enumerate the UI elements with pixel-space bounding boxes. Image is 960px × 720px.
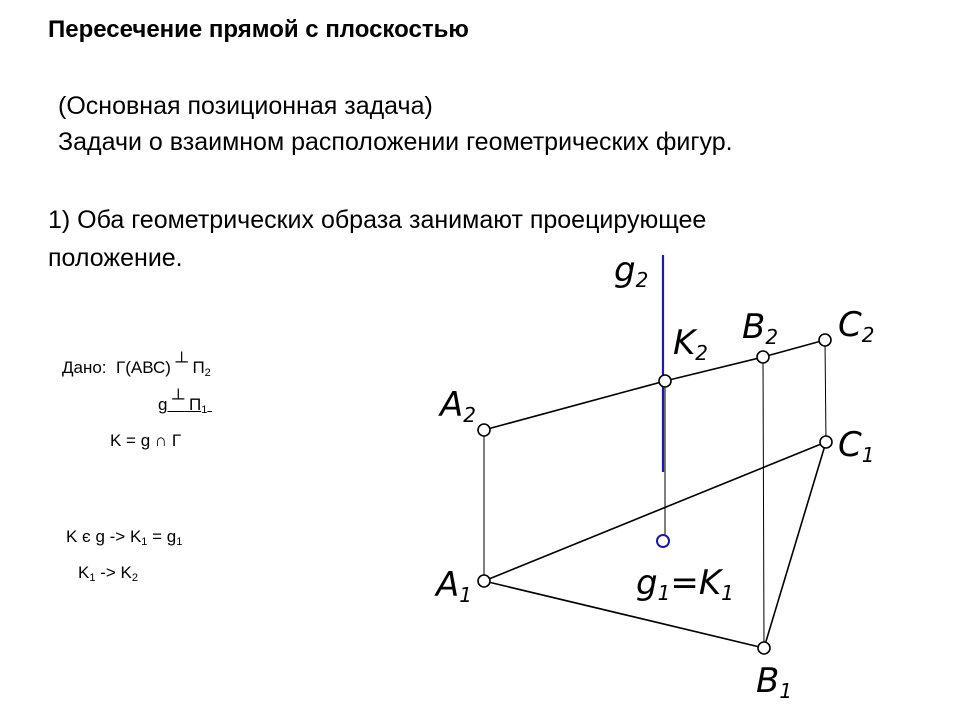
given-projection-plane-2-index: 1 — [201, 404, 208, 416]
label-c2: C2 — [838, 305, 875, 347]
point-a1 — [478, 575, 490, 587]
label-b2: B2 — [742, 307, 779, 349]
solution-step-2-index: 1 — [89, 572, 96, 584]
point-b2 — [757, 351, 769, 363]
label-a2: A2 — [440, 385, 476, 427]
given-line-3: K = g ∩ Г — [110, 431, 182, 450]
solution-step-2-text-b: -> K — [95, 563, 132, 582]
point-a2 — [478, 424, 490, 436]
edge-a1-c1 — [484, 442, 826, 581]
label-g1-equals-k1: g1=K1 — [636, 563, 734, 605]
link-line-b — [763, 357, 764, 648]
solution-step-2-text: K — [78, 563, 90, 582]
solution-step-1-text: K є g -> K — [66, 527, 142, 546]
perpendicular-symbol: ┴ — [175, 352, 188, 371]
edge-a2-k2 — [484, 381, 665, 430]
subtitle-relations: Задачи о взаимном расположении геометрических фигур. — [58, 128, 733, 156]
label-b1: B1 — [756, 661, 793, 703]
given-label: Дано: — [62, 358, 107, 377]
subtitle-main-task: (Основная позиционная задача) — [58, 92, 433, 120]
solution-step-1-index-2: 1 — [176, 536, 183, 548]
solution-step-1-text-b: = g — [147, 527, 177, 546]
point-c2 — [819, 334, 831, 346]
edge-c1-b1 — [764, 442, 826, 648]
solution-step-2-index-2: 2 — [131, 572, 138, 584]
page-title: Пересечение прямой с плоскостью — [48, 16, 469, 43]
link-line-c — [825, 340, 826, 442]
label-a1: A1 — [436, 565, 472, 607]
given-plane: Г(АВС) — [116, 358, 171, 377]
given-projection-plane-2: П — [188, 395, 202, 414]
perpendicular-symbol: ┴ — [172, 389, 185, 408]
label-g2: g2 — [614, 250, 649, 292]
point-c1 — [820, 436, 832, 448]
given-line-g: g — [158, 395, 168, 414]
point-g1-k1 — [657, 535, 669, 547]
label-k2: K2 — [673, 323, 709, 365]
point-k2 — [659, 375, 671, 387]
given-projection-plane-index: 2 — [204, 367, 211, 379]
given-projection-plane: П — [192, 358, 205, 377]
point-b1 — [758, 642, 770, 654]
solution-step-1-index: 1 — [141, 536, 148, 548]
case-1-line-2: положение. — [48, 244, 183, 272]
case-1-line-1: 1) Оба геометрических образа занимают проецирующее — [48, 206, 707, 234]
label-c1: C1 — [838, 425, 875, 467]
